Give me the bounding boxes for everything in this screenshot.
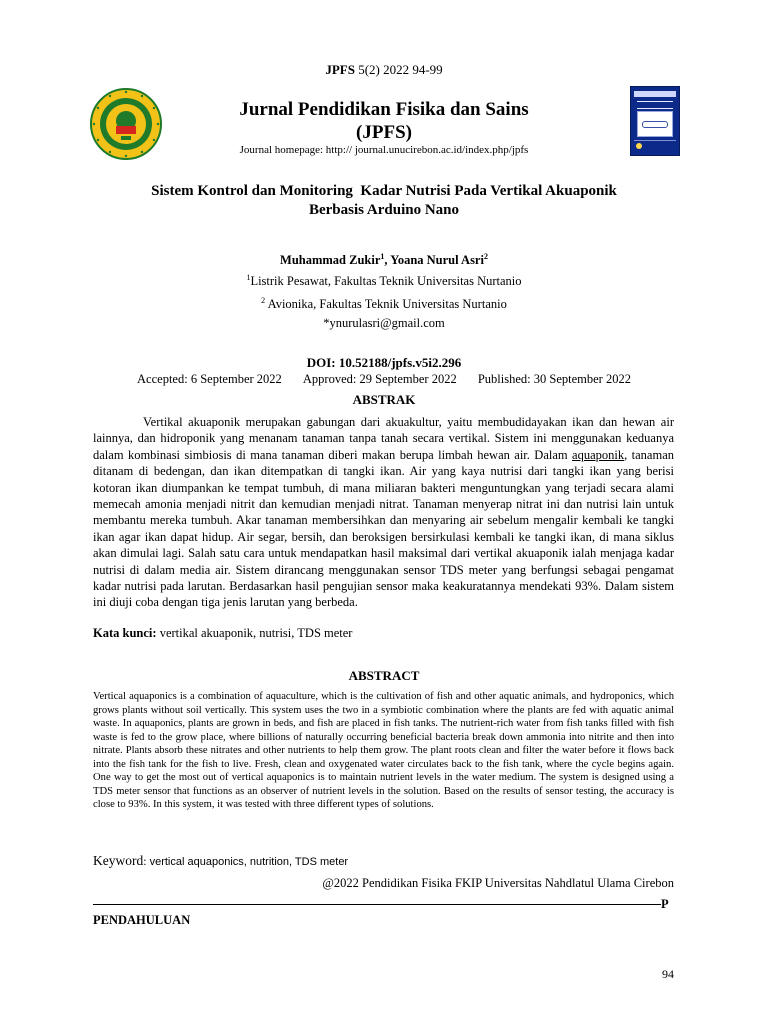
divider-suffix: P xyxy=(661,897,669,911)
abstract-heading: ABSTRACT xyxy=(348,668,420,683)
page-number: 94 xyxy=(662,967,674,981)
paper-title xyxy=(0,182,768,220)
cover-top-strip xyxy=(634,91,676,97)
abstrak-heading: ABSTRAK xyxy=(352,392,416,407)
affiliation-1-text: Listrik Pesawat, Fakultas Teknik Universitas Nurtanio xyxy=(250,274,522,289)
journal-homepage: Journal homepage: http:// journal.unucirebon.ac.id/index.php/jpfs xyxy=(239,144,529,156)
doi[interactable]: DOI: 10.52188/jpfs.v5i2.296 xyxy=(306,355,462,370)
paper-title-line1: Sistem Kontrol dan Monitoring Kadar Nutrisi Pada Vertikal Akuaponik xyxy=(151,183,617,199)
affiliation-1 xyxy=(0,273,768,289)
affiliation-2 xyxy=(0,296,768,312)
abstrak-text-part2: , tanaman ditanam di bedengan, dan ikan ditempatkan di tangki ikan. Air yang kaya nutrisi dari tangki ikan yang berisi kotoran ikan diumpankan ke tempat tumbuh, di mana miliaran bakteri menguntungkan yang terjadi secara alami memecah amonia menjadi nitrit dan kemudian menjadi nitrat. Tanaman menyerap nitrat ini dan nutrisi lain untuk membantu mereka tumbuh. Akar tanaman membersihkan dan menyaring air sebelum mengalir kembali ke tangki ikan agar ikan dapat hidup. Air segar, bersih, dan beroksigen bersirkulasi kembali ke tangki ikan, di mana siklus akan dimulai lagi. Salah satu cara untuk mendapatkan hasil maksimal dari vertikal akuaponik ialah menjaga kadar nutrisi di dalam media air. Sistem dirancang menggunakan sensor TDS meter yang berfungsi sebagai pengamat kadar nutrisi pada larutan. Berdasarkan hasil pengujian sensor maka keakuratannya mendekati 93%. Dalam sistem ini diuji coba dengan tiga jenis larutan yang berbeda. xyxy=(93,447,674,610)
journal-name-line2: (JPFS) xyxy=(356,122,412,143)
corresponding-email[interactable]: *ynurulasri@gmail.com xyxy=(323,316,445,330)
abstrak-body xyxy=(93,414,674,611)
affiliation-2-mark: 2 xyxy=(261,296,266,305)
affiliation-1-mark: 1 xyxy=(246,273,251,282)
author-separator: , xyxy=(384,253,391,268)
author-1-affiliation-mark: 1 xyxy=(380,252,385,261)
journal-name xyxy=(0,98,768,144)
keyword xyxy=(93,853,348,869)
kata-kunci-values: vertikal akuaponik, nutrisi, TDS meter xyxy=(156,626,353,640)
affiliation-2-text: Avionika, Fakultas Teknik Universitas Nurtanio xyxy=(265,297,507,312)
kata-kunci xyxy=(93,626,352,641)
journal-abbrev: JPFS xyxy=(325,62,355,77)
copyright: @2022 Pendidikan Fisika FKIP Universitas Nahdlatul Ulama Cirebon xyxy=(322,876,674,890)
abstrak-text-part1: Vertikal akuaponik merupakan gabungan dari akuakultur, yaitu membudidayakan ikan dan hewan air lainnya, dan hidroponik yang menanam tanaman tanpa tanah secara vertikal. Sistem ini menggunakan keduanya dalam kombinasi simbiosis di mana tanaman diberi makan berupa limbah hewan air. Dalam xyxy=(93,415,674,462)
keyword-label: Keyword xyxy=(93,853,144,868)
journal-name-line1: Jurnal Pendidikan Fisika dan Sains xyxy=(239,99,529,120)
volume-issue-pages: 5(2) 2022 94-99 xyxy=(358,62,443,77)
authors xyxy=(0,252,768,268)
divider-line xyxy=(93,904,661,905)
journal-reference xyxy=(0,62,768,78)
keyword-values: vertical aquaponics, nutrition, TDS meter xyxy=(149,856,349,868)
accepted-date: Accepted: 6 September 2022 xyxy=(137,372,282,386)
author-2: Yoana Nurul Asri xyxy=(390,253,484,268)
section-heading-pendahuluan: PENDAHULUAN xyxy=(93,913,191,927)
article-dates xyxy=(0,372,768,387)
abstract-body: Vertical aquaponics is a combination of aquaculture, which is the cultivation of fish and other aquatic animals, and hydroponics, which grows plants without soil vertically. This system uses the two in a symbiotic combination where the plants are fed with aquatic animal waste. In aquaponics, plants are grown in beds, and fish are placed in fish tanks. The nutrient-rich water from fish tanks filled with fish waste is fed to the grow place, where billions of naturally occurring beneficial bacteria break down ammonia into nitrite and then into nitrate. Plants absorb these nitrates and other nutrients to help them grow. The plant roots clean and filter the water before it flows back into the fish tank for the fish to live. Fresh, clean and oxygenated water circulates back to the fish tank, where the cycle begins again. One way to get the most out of vertical aquaponics is to maintain nutrient levels in the water medium. The system is designed using a TDS meter sensor that functions as an observer of nutrient levels in the solution. Based on the results of sensor testing, the accuracy is close to 93%. In this system, it was tested with three different types of solutions. xyxy=(93,691,674,810)
keyword-colon: : xyxy=(143,854,150,868)
aquaponik-link[interactable]: aquaponik xyxy=(572,447,625,462)
author-1: Muhammad Zukir xyxy=(280,253,381,268)
paper-title-line2: Berbasis Arduino Nano xyxy=(308,202,460,218)
kata-kunci-label: Kata kunci: xyxy=(93,626,157,640)
published-date: Published: 30 September 2022 xyxy=(477,372,631,386)
approved-date: Approved: 29 September 2022 xyxy=(302,372,457,386)
author-2-affiliation-mark: 2 xyxy=(483,252,488,261)
